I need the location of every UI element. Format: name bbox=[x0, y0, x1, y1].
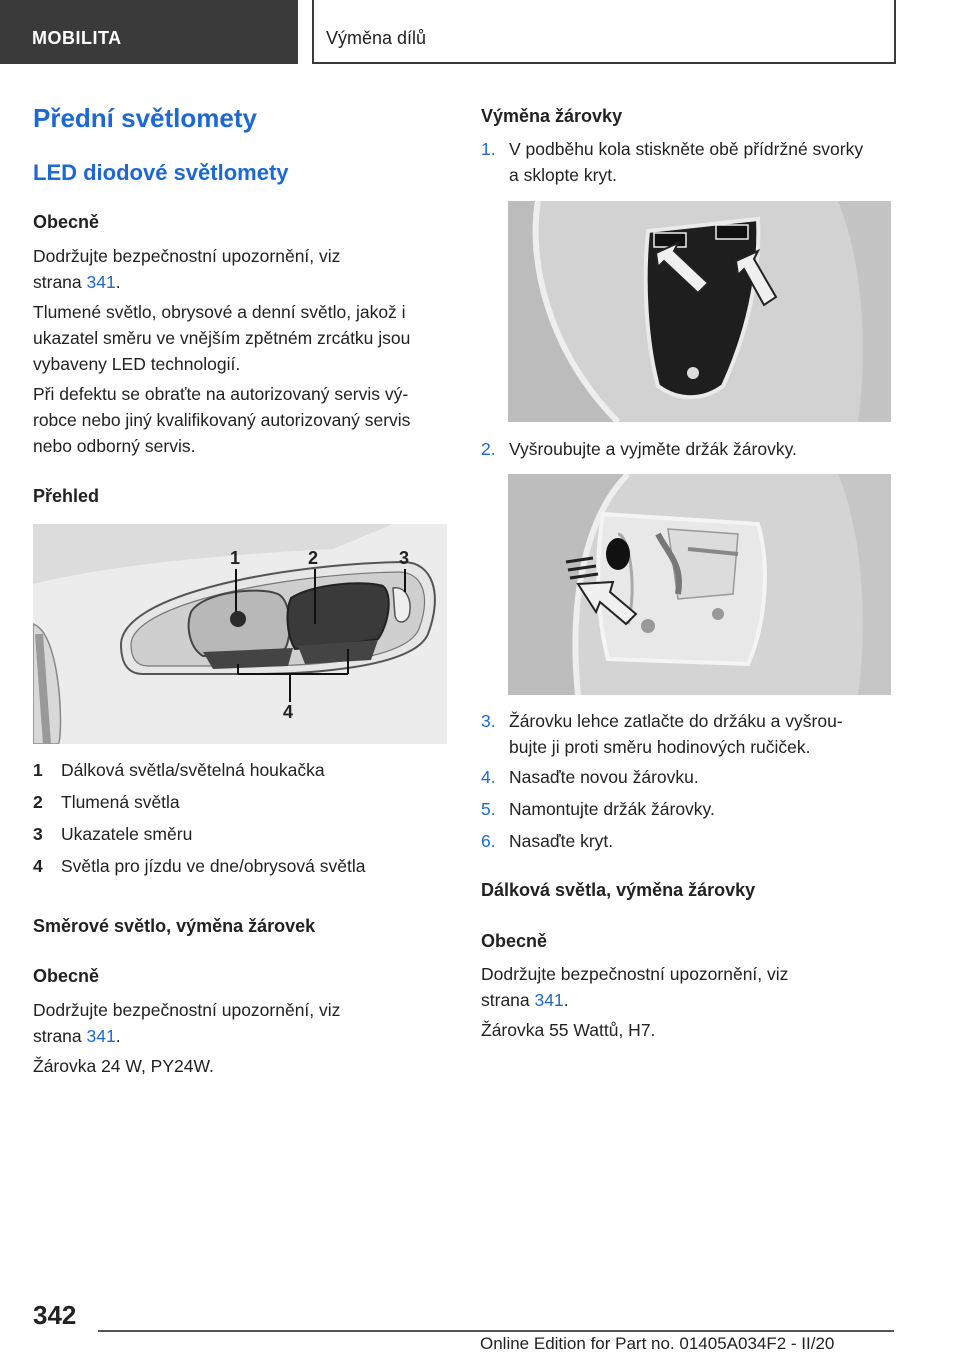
wheel-arch-illustration bbox=[508, 201, 891, 422]
footer-divider bbox=[98, 1330, 894, 1332]
headlight-overview-figure bbox=[33, 524, 447, 744]
high-general-heading: Obecně bbox=[481, 931, 548, 951]
high-general-text: Dodržujte bezpečnostní upozornění, viz strana 341. bbox=[481, 964, 789, 1010]
replace-bulb-heading: Výměna žárovky bbox=[481, 106, 623, 126]
page-link-341[interactable]: 341 bbox=[86, 1026, 116, 1046]
turn-general-text: Dodržujte bezpečnostní upozornění, viz strana 341. bbox=[33, 1000, 341, 1046]
high-bulb-spec: Žárovka 55 Wattů, H7. bbox=[481, 1020, 656, 1040]
defect-paragraph: Při defektu se obraťte na autorizovaný servis vý- robce nebo jiný kvalifikovaný autorizovaný servis nebo odborný servis. bbox=[33, 384, 411, 456]
bulb-holder-figure bbox=[508, 474, 891, 695]
led-paragraph: Tlumené světlo, obrysové a denní světlo, jakož i ukazatel směru ve vnějším zpětném zrcátku jsou vybaveny LED technologií. bbox=[33, 302, 411, 374]
page-link-341[interactable]: 341 bbox=[86, 272, 116, 292]
callout-4: 4 bbox=[283, 702, 294, 722]
callout-3: 3 bbox=[399, 548, 410, 568]
section-title-led: LED diodové světlomety bbox=[33, 160, 289, 185]
page-link-341[interactable]: 341 bbox=[534, 990, 564, 1010]
header-chapter-tab bbox=[312, 0, 896, 64]
turn-signal-heading: Směrové světlo, výměna žárovek bbox=[33, 916, 316, 936]
header-section-label: MOBILITA bbox=[32, 28, 122, 48]
callout-1: 1 bbox=[230, 548, 241, 568]
footer-edition: Online Edition for Part no. 01405A034F2 - II/20 bbox=[480, 1334, 835, 1353]
page-number: 342 bbox=[33, 1300, 77, 1330]
wheel-arch-cover-figure bbox=[508, 201, 891, 422]
callout-2: 2 bbox=[308, 548, 319, 568]
turn-general-heading: Obecně bbox=[33, 966, 100, 986]
header-chapter-label: Výměna dílů bbox=[326, 28, 427, 48]
high-beam-heading: Dálková světla, výměna žárovky bbox=[481, 880, 756, 900]
header-section-tab bbox=[0, 0, 298, 64]
general-text: Dodržujte bezpečnostní upozornění, viz strana 341. bbox=[33, 246, 341, 292]
general-heading: Obecně bbox=[33, 212, 100, 232]
overview-heading: Přehled bbox=[33, 486, 100, 506]
page-title: Přední světlomety bbox=[33, 103, 257, 133]
turn-bulb-spec: Žárovka 24 W, PY24W. bbox=[33, 1056, 214, 1076]
bulb-holder-illustration bbox=[508, 474, 891, 695]
